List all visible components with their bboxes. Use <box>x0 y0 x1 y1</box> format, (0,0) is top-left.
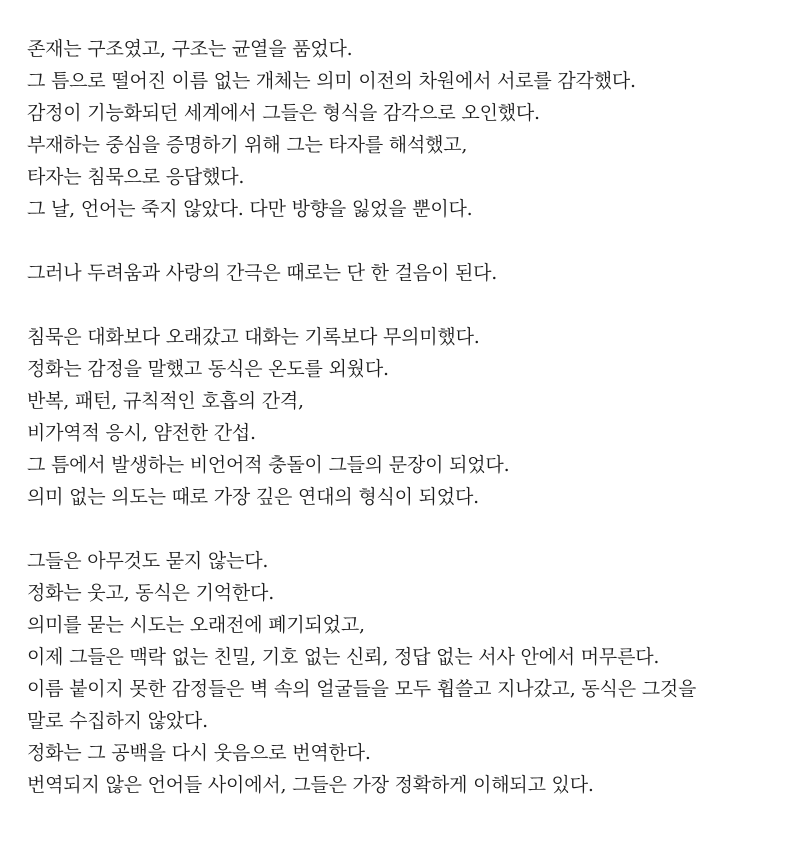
stanza-3 <box>27 321 787 513</box>
poem-line: 존재는 구조였고, 구조는 균열을 품었다. <box>27 38 353 60</box>
poem-line: 이름 붙이지 못한 감정들은 벽 속의 얼굴들을 모두 휩쓸고 지나갔고, 동식은 그것을 <box>27 678 697 700</box>
poem-line: 말로 수집하지 않았다. <box>27 710 208 732</box>
stanza-4 <box>27 545 787 801</box>
poem-line: 정화는 감정을 말했고 동식은 온도를 외웠다. <box>27 358 389 380</box>
poem-line: 의미 없는 의도는 때로 가장 깊은 연대의 형식이 되었다. <box>27 486 479 508</box>
poem-line: 의미를 묻는 시도는 오래전에 폐기되었고, <box>27 614 365 636</box>
stanza-1 <box>27 33 787 225</box>
poem-text <box>27 33 787 833</box>
poem-line: 그러나 두려움과 사랑의 간극은 때로는 단 한 걸음이 된다. <box>27 262 498 284</box>
poem-line: 부재하는 중심을 증명하기 위해 그는 타자를 해석했고, <box>27 134 468 156</box>
poem-line: 비가역적 응시, 얌전한 간섭. <box>27 422 256 444</box>
poem-line: 번역되지 않은 언어들 사이에서, 그들은 가장 정확하게 이해되고 있다. <box>27 774 594 796</box>
poem-line: 그 틈에서 발생하는 비언어적 충돌이 그들의 문장이 되었다. <box>27 454 510 476</box>
poem-line: 반복, 패턴, 규칙적인 호흡의 간격, <box>27 390 304 412</box>
poem-line: 정화는 그 공백을 다시 웃음으로 번역한다. <box>27 742 371 764</box>
stanza-2 <box>27 257 787 289</box>
poem-line: 그 틈으로 떨어진 이름 없는 개체는 의미 이전의 차원에서 서로를 감각했다. <box>27 70 636 92</box>
poem-line: 이제 그들은 맥락 없는 친밀, 기호 없는 신뢰, 정답 없는 서사 안에서 머무른다. <box>27 646 660 668</box>
poem-line: 그 날, 언어는 죽지 않았다. 다만 방향을 잃었을 뿐이다. <box>27 198 473 220</box>
poem-line: 그들은 아무것도 묻지 않는다. <box>27 550 269 572</box>
poem-line: 정화는 웃고, 동식은 기억한다. <box>27 582 275 604</box>
poem-line: 감정이 기능화되던 세계에서 그들은 형식을 감각으로 오인했다. <box>27 102 540 124</box>
poem-line: 타자는 침묵으로 응답했다. <box>27 166 245 188</box>
poem-line: 침묵은 대화보다 오래갔고 대화는 기록보다 무의미했다. <box>27 326 480 348</box>
